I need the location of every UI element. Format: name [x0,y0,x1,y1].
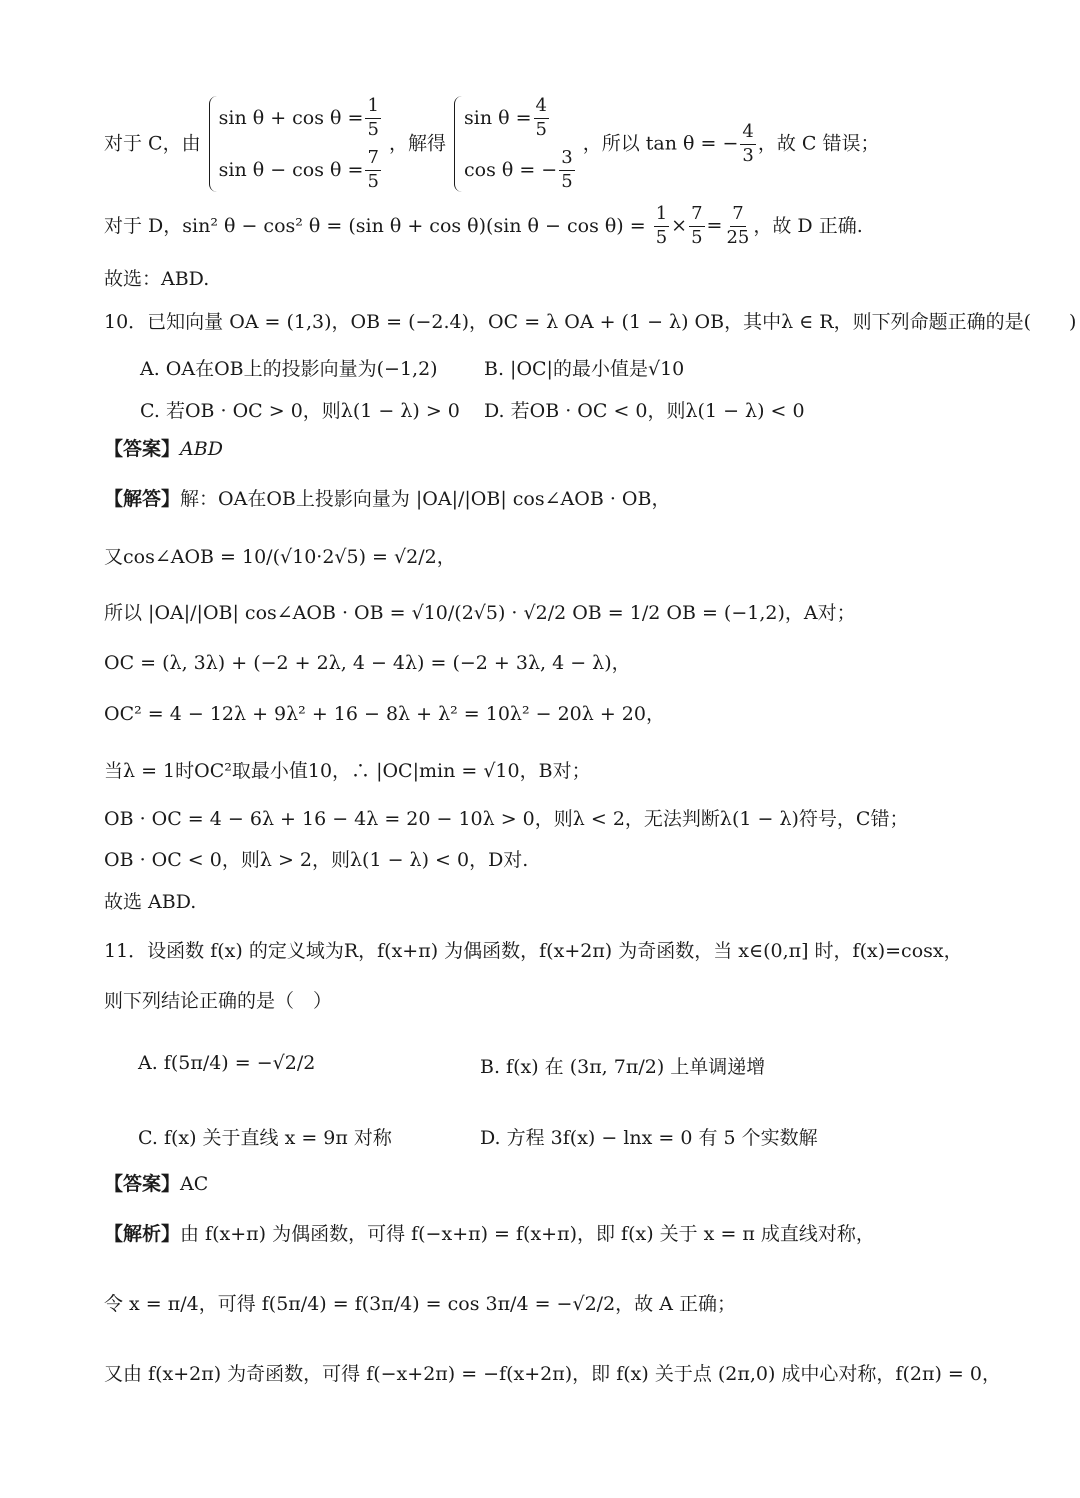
system1-row2: sin θ − cos θ = [218,158,364,181]
q9-c-end: ，故 C 错误； [757,132,880,155]
system2-row1: sin θ = [464,106,532,129]
system1-row1: sin θ + cos θ = [218,106,364,129]
q9-choose: 故选：ABD. [104,268,210,290]
q11-stem-1: 11．设函数 f(x) 的定义域为R，f(x+π) 为偶函数，f(x+2π) 为奇函数，当 x∈(0,π] 时，f(x)=cosx， [104,940,963,962]
q10-sol6: 当λ = 1时OC²取最小值10，∴ |OC|min = √10，B对； [104,760,591,782]
q11-ana2: 令 x = π/4，可得 f(5π/4) = f(3π/4) = cos 3π/4 = −√2/2，故 A 正确； [104,1293,736,1315]
equation-system-2: sin θ = $\frac{4}{5}$ cos θ = − $\frac{3}{5}$ [452,92,577,196]
q9-d-end: ，故 D 正确. [753,214,863,237]
q10-sol2: 又cos∠AOB = 10/(√10·2√5) = √2/2， [104,546,456,568]
q10-sol7: OB · OC = 4 − 6λ + 16 − 4λ = 20 − 10λ > 0，则λ < 2，无法判断λ(1 − λ)符号，C错； [104,808,909,830]
q11-ana1: 由 f(x+π) 为偶函数，可得 f(−x+π) = f(x+π)，即 f(x) 关于 x = π 成直线对称， [180,1223,875,1245]
q10-sol4: OC = (λ, 3λ) + (−2 + 2λ, 4 − 4λ) = (−2 + 3λ, 4 − λ)， [104,652,631,674]
q9-d-line: 对于 D，sin² θ − cos² θ = (sin θ + cos θ)(sin θ − cos θ) = $\frac{1}{5}$ × $\frac{7}{5}$ = $\frac{7}{25}$ ，故 D 正确. [104,203,863,248]
answer-label: 【答案】 [104,1173,181,1195]
q10-solution-line-1 [104,488,670,511]
q11-option-b: B. f(x) 在 (3π, 7π/2) 上单调递增 [480,1056,766,1078]
q10-choose: 故选 ABD. [104,891,197,913]
q10-stem: 10．已知向量 OA = (1,3)，OB = (−2.4)，OC = λ OA + (1 − λ) OB，其中λ ∈ R，则下列命题正确的是( ) [104,311,1077,333]
q10-sol8: OB · OC < 0，则λ > 2，则λ(1 − λ) < 0，D对. [104,849,529,871]
q10-answer: ABD [180,438,223,460]
q10-option-c: C. 若OB · OC > 0，则λ(1 − λ) > 0 [140,400,460,422]
q11-answer: AC [180,1173,209,1195]
q10-option-d: D. 若OB · OC < 0，则λ(1 − λ) < 0 [484,400,805,422]
q10-sol1: 解：OA在OB上投影向量为 |OA|/|OB| cos∠AOB · OB， [180,488,671,510]
equation-system-1: sin θ + cos θ = $\frac{1}{5}$ sin θ − cos θ = $\frac{7}{5}$ [207,92,383,196]
answer-label: 【答案】 [104,438,181,460]
q10-answer-line [104,438,223,461]
analysis-label: 【解析】 [104,1223,181,1245]
q10-option-a: A. OA在OB上的投影向量为(−1,2) [140,358,438,380]
q11-answer-line [104,1173,208,1196]
q10-sol5: OC² = 4 − 12λ + 9λ² + 16 − 8λ + λ² = 10λ² − 20λ + 20， [104,703,665,725]
q9-c-tan: ，所以 tan θ = − [582,132,739,155]
q10-sol3: 所以 |OA|/|OB| cos∠AOB · OB = √10/(2√5) · √2/2 OB = 1/2 OB = (−1,2)，A对； [104,602,856,624]
q9-c-mid: ，解得 [388,132,446,155]
q11-stem-2: 则下列结论正确的是（ ） [104,990,333,1012]
q11-option-d: D. 方程 3f(x) − lnx = 0 有 5 个实数解 [480,1127,818,1149]
q11-ana3: 又由 f(x+2π) 为奇函数，可得 f(−x+2π) = −f(x+2π)，即 f(x) 关于点 (2π,0) 成中心对称，f(2π) = 0， [104,1363,1001,1385]
system2-row2: cos θ = − [464,158,558,181]
q10-option-b: B. |OC|的最小值是√10 [484,358,685,380]
q11-option-c: C. f(x) 关于直线 x = 9π 对称 [138,1127,392,1149]
q9-c-line: 对于 C，由 sin θ + cos θ = $\frac{1}{5}$ sin θ − cos θ = $\frac{7}{5}$ ，解得 sin θ = $\frac{4}{5}$ cos θ = − $\frac{3}{5}$ ，所以 tan θ = − $\frac{4}{3}$ ，故 C 错误； [104,92,879,196]
q9-c-prefix: 对于 C，由 [104,132,201,155]
q11-analysis-line-1 [104,1223,875,1246]
q9-d-text: 对于 D，sin² θ − cos² θ = (sin θ + cos θ)(sin θ − cos θ) = [104,214,652,237]
solution-label: 【解答】 [104,488,181,510]
q11-option-a: A. f(5π/4) = −√2/2 [138,1052,316,1074]
